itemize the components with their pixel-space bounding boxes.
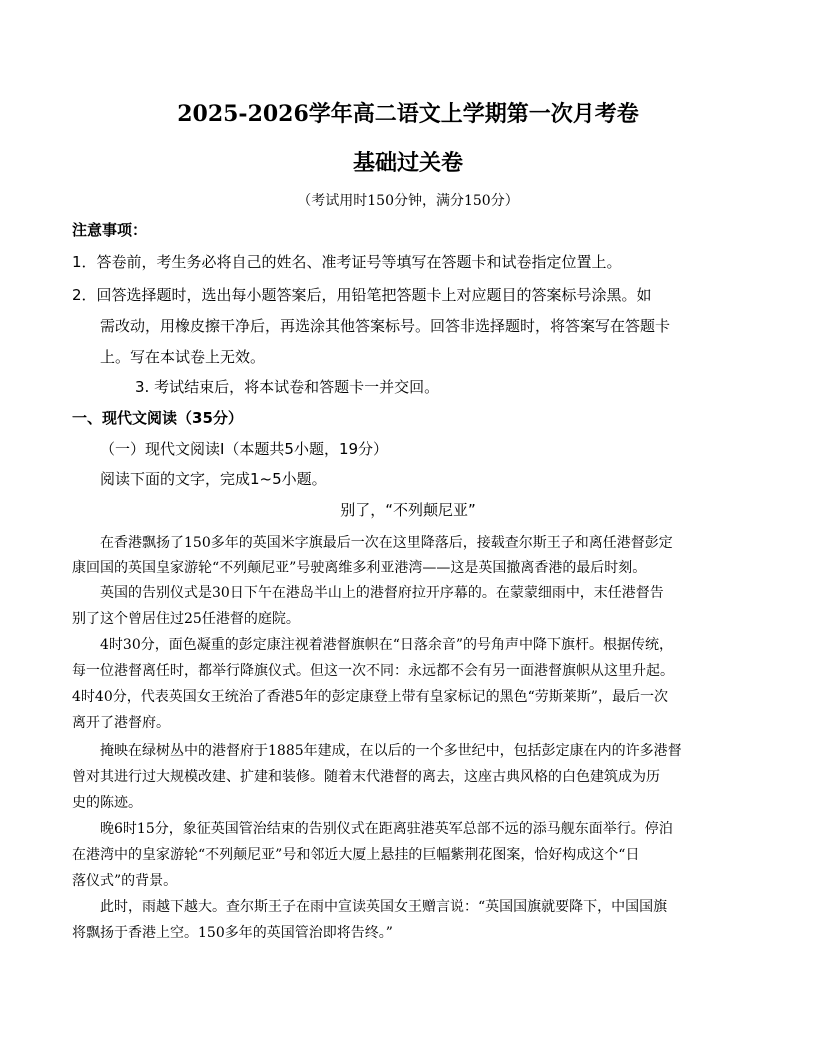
note-line-5: 3. 考试结束后，将本试卷和答题卡一并交回。 — [135, 378, 440, 396]
article-line-5: 4时30分，面色凝重的彭定康注视着港督旗帜在“日落余音”的号角声中降下旗杆。根据传统， — [100, 637, 674, 653]
article-title: 别了，“不列颠尼亚” — [340, 501, 476, 519]
article-line-1: 在香港飘扬了150多年的英国米字旗最后一次在这里降落后，接载查尔斯王子和离任港督彭定 — [100, 535, 673, 551]
article-line-3: 英国的告别仪式是30日下午在港岛半山上的港督府拉开序幕的。在蒙蒙细雨中，末任港督告 — [100, 585, 664, 601]
article-line-8: 离开了港督府。 — [72, 715, 170, 731]
article-line-15: 此时，雨越下越大。查尔斯王子在雨中宣读英国女王赠言说：“英国国旗就要降下，中国国旗 — [100, 899, 668, 915]
article-line-10: 曾对其进行过大规模改建、扩建和装修。随着末代港督的离去，这座古典风格的白色建筑成为历 — [72, 769, 660, 785]
section-heading: 一、现代文阅读（35分） — [72, 409, 243, 427]
exam-title: 2025-2026学年高二语文上学期第一次月考卷 — [177, 101, 639, 127]
note-line-4: 上。写在本试卷上无效。 — [100, 348, 266, 366]
article-line-16: 将飘扬于香港上空。150多年的英国管治即将告终。” — [72, 925, 393, 941]
article-line-14: 落仪式”的背景。 — [72, 873, 178, 889]
note-line-1: 1．答卷前，考生务必将自己的姓名、准考证号等填写在答题卡和试卷指定位置上。 — [72, 253, 622, 271]
exam-info: （考试用时150分钟，满分150分） — [297, 193, 519, 209]
article-line-7: 4时40分，代表英国女王统治了香港5年的彭定康登上带有皇家标记的黑色“劳斯莱斯”，最后一次 — [72, 689, 668, 705]
part-heading: （一）现代文阅读Ⅰ（本题共5小题，19分） — [100, 440, 389, 458]
note-line-3: 需改动，用橡皮擦干净后，再选涂其他答案标号。回答非选择题时，将答案写在答题卡 — [100, 317, 671, 335]
article-line-4: 别了这个曾居住过25任港督的庭院。 — [72, 611, 300, 627]
notes-heading: 注意事项： — [72, 221, 148, 239]
reading-instruction: 阅读下面的文字，完成1~5小题。 — [100, 470, 327, 488]
exam-subtitle: 基础过关卷 — [352, 150, 463, 176]
article-line-12: 晚6时15分，象征英国管治结束的告别仪式在距离驻港英军总部不远的添马舰东面举行。停泊 — [100, 821, 673, 837]
article-line-13: 在港湾中的皇家游轮“不列颠尼亚”号和邻近大厦上悬挂的巨幅紫荆花图案，恰好构成这个“日 — [72, 847, 640, 863]
note-line-2: 2．回答选择题时，选出每小题答案后，用铅笔把答题卡上对应题目的答案标号涂黑。如 — [72, 286, 652, 304]
article-line-9: 掩映在绿树丛中的港督府于1885年建成，在以后的一个多世纪中，包括彭定康在内的许多港督 — [100, 743, 682, 759]
article-line-6: 每一位港督离任时，都举行降旗仪式。但这一次不同：永远都不会有另一面港督旗帜从这里升起。 — [72, 663, 674, 679]
article-line-2: 康回国的英国皇家游轮“不列颠尼亚”号驶离维多利亚港湾——这是英国撤离香港的最后时刻。 — [72, 560, 647, 576]
article-line-11: 史的陈迹。 — [72, 795, 142, 811]
